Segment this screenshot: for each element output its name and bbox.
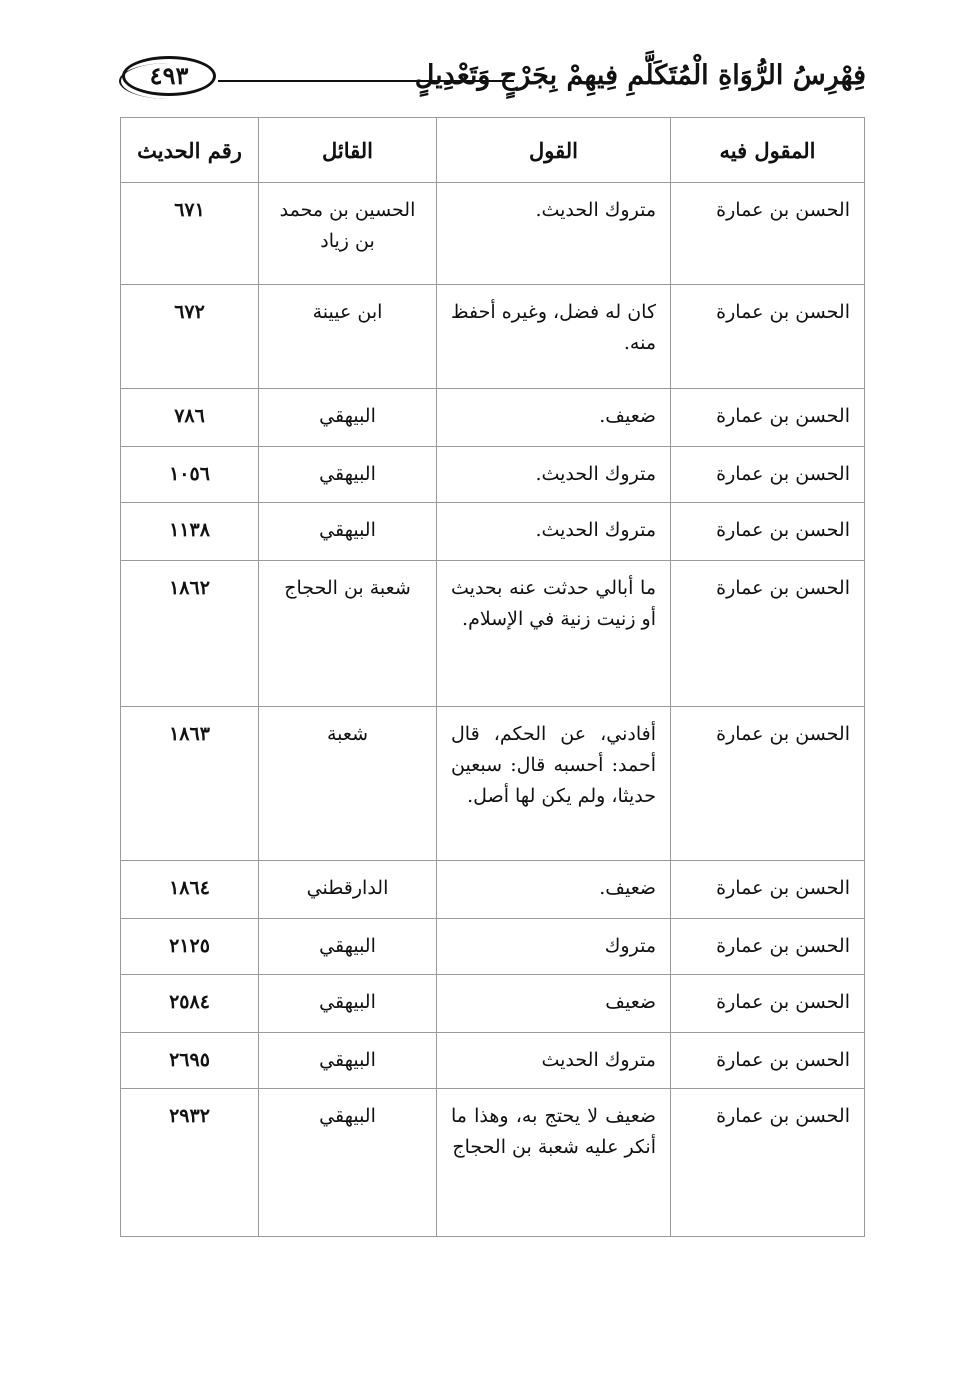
cell-hadith-number: ١٠٥٦ [121,447,259,503]
cell-subject: الحسن بن عمارة [671,285,865,389]
cell-saying: ما أبالي حدثت عنه بحديث أو زنيت زنية في الإسلام. [437,561,671,707]
column-header-saying: القول [437,118,671,183]
cell-critic: الحسين بن محمد بن زياد [259,183,437,285]
cell-critic: الدارقطني [259,861,437,919]
cell-subject: الحسن بن عمارة [671,1089,865,1237]
cell-saying: متروك [437,919,671,975]
cell-critic: البيهقي [259,975,437,1033]
table-row [121,561,865,707]
cell-critic: البيهقي [259,1089,437,1237]
cell-critic: شعبة [259,707,437,861]
cell-hadith-number: ١٨٦٣ [121,707,259,861]
cell-critic: البيهقي [259,503,437,561]
cell-saying: أفادني، عن الحكم، قال أحمد: أحسبه قال: سبعين حديثا، ولم يكن لها أصل. [437,707,671,861]
header-rule [218,80,514,82]
cell-hadith-number: ٢٦٩٥ [121,1033,259,1089]
table-row [121,183,865,285]
cell-hadith-number: ١١٣٨ [121,503,259,561]
cell-saying: متروك الحديث [437,1033,671,1089]
cell-hadith-number: ٢٥٨٤ [121,975,259,1033]
cell-saying: ضعيف. [437,389,671,447]
cell-saying: ضعيف. [437,861,671,919]
table-row [121,1033,865,1089]
cell-hadith-number: ٧٨٦ [121,389,259,447]
cell-critic: البيهقي [259,919,437,975]
cell-subject: الحسن بن عمارة [671,183,865,285]
cell-hadith-number: ٢١٢٥ [121,919,259,975]
table-row [121,975,865,1033]
cell-hadith-number: ١٨٦٢ [121,561,259,707]
cell-subject: الحسن بن عمارة [671,389,865,447]
cell-critic: ابن عيينة [259,285,437,389]
cell-hadith-number: ٦٧٢ [121,285,259,389]
page-number-badge: ٤٩٣ [122,56,216,96]
cell-hadith-number: ٦٧١ [121,183,259,285]
table-row [121,503,865,561]
table-row [121,919,865,975]
cell-subject: الحسن بن عمارة [671,447,865,503]
narrators-table [120,117,865,1237]
cell-subject: الحسن بن عمارة [671,707,865,861]
column-header-critic: القائل [259,118,437,183]
table-row [121,707,865,861]
cell-saying: ضعيف لا يحتج به، وهذا ما أنكر عليه شعبة بن الحجاج [437,1089,671,1237]
cell-subject: الحسن بن عمارة [671,503,865,561]
cell-subject: الحسن بن عمارة [671,861,865,919]
cell-critic: البيهقي [259,1033,437,1089]
cell-saying: متروك الحديث. [437,503,671,561]
table-row [121,447,865,503]
cell-subject: الحسن بن عمارة [671,1033,865,1089]
cell-hadith-number: ١٨٦٤ [121,861,259,919]
table-row [121,1089,865,1237]
table-row [121,389,865,447]
table-row [121,285,865,389]
cell-hadith-number: ٢٩٣٢ [121,1089,259,1237]
page-title: فِهْرِسُ الرُّوَاةِ الْمُتَكَلَّمِ فِيهِمْ بِجَرْحٍ وَتَعْدِيلٍ [414,60,866,91]
table-header-row [121,118,865,183]
cell-saying: كان له فضل، وغيره أحفظ منه. [437,285,671,389]
cell-critic: البيهقي [259,447,437,503]
cell-subject: الحسن بن عمارة [671,975,865,1033]
cell-critic: شعبة بن الحجاج [259,561,437,707]
cell-critic: البيهقي [259,389,437,447]
cell-subject: الحسن بن عمارة [671,919,865,975]
column-header-subject: المقول فيه [671,118,865,183]
cell-saying: متروك الحديث. [437,183,671,285]
cell-subject: الحسن بن عمارة [671,561,865,707]
cell-saying: ضعيف [437,975,671,1033]
table-row [121,861,865,919]
column-header-hadith-number: رقم الحديث [121,118,259,183]
page-header [118,52,866,102]
cell-saying: متروك الحديث. [437,447,671,503]
